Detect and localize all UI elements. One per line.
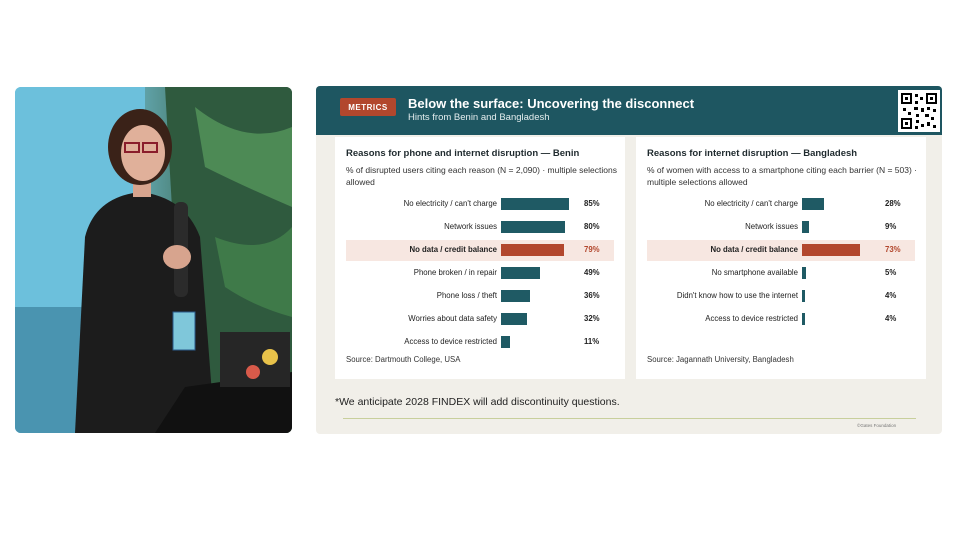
benin-bar-value: 85% (584, 199, 600, 208)
benin-bar-label: No data / credit balance (409, 245, 497, 254)
bangladesh-bar-label: No electricity / can't charge (704, 199, 798, 208)
slide-footnote: *We anticipate 2028 FINDEX will add discontinuity questions. (335, 396, 620, 408)
bangladesh-bar-row (647, 194, 915, 215)
benin-bar-row (346, 263, 614, 284)
benin-bar (501, 267, 540, 279)
bangladesh-bar (802, 313, 805, 325)
benin-bar-label: Worries about data safety (408, 314, 497, 323)
bangladesh-bar-label: Access to device restricted (705, 314, 798, 323)
bangladesh-chart-title: Reasons for internet disruption — Bangladesh (647, 148, 858, 159)
bangladesh-bar-value: 73% (885, 245, 901, 254)
benin-bar (501, 313, 527, 325)
benin-bar-value: 36% (584, 291, 600, 300)
benin-bar-label: Network issues (444, 222, 497, 231)
benin-chart-source: Source: Dartmouth College, USA (346, 355, 461, 364)
benin-bar-value: 11% (584, 337, 600, 346)
benin-bar (501, 244, 564, 256)
speaker-photo (15, 87, 292, 433)
slide-credit: ©Gates Foundation (857, 423, 897, 428)
bangladesh-bar-row (647, 286, 915, 307)
benin-bar-row (346, 286, 614, 307)
benin-chart-subtitle: % of disrupted users citing each reason (N = 2,090) · multiple selections allowed (346, 165, 617, 187)
bangladesh-bar-label: No data / credit balance (710, 245, 798, 254)
bangladesh-bar (802, 290, 805, 302)
benin-bar-row (346, 309, 614, 330)
bangladesh-bar-value: 4% (885, 314, 897, 323)
bangladesh-bar-value: 4% (885, 291, 897, 300)
benin-bar-label: Access to device restricted (404, 337, 497, 346)
bangladesh-bar-label: Didn't know how to use the internet (676, 291, 798, 300)
presentation-slide (316, 86, 942, 434)
benin-bar-value: 49% (584, 268, 600, 277)
bangladesh-bar-label: Network issues (745, 222, 798, 231)
benin-bar-value: 79% (584, 245, 600, 254)
benin-bar-value: 32% (584, 314, 600, 323)
bangladesh-chart-subtitle: % of women with access to a smartphone citing each barrier (N = 503) · multiple selections allowed (647, 165, 917, 187)
bangladesh-bar-value: 5% (885, 268, 897, 277)
benin-bar-label: No electricity / can't charge (403, 199, 497, 208)
benin-bar (501, 336, 510, 348)
benin-bar (501, 221, 565, 233)
benin-bar (501, 290, 530, 302)
benin-bar-value: 80% (584, 222, 600, 231)
bangladesh-bar (802, 198, 824, 210)
slide-subtitle: Hints from Benin and Bangladesh (408, 112, 550, 123)
bangladesh-bar-row (647, 217, 915, 238)
qr-code (898, 90, 940, 132)
benin-bar-row (346, 240, 614, 261)
bangladesh-bar-label: No smartphone available (711, 268, 798, 277)
bangladesh-bar-row (647, 309, 915, 330)
metrics-badge: METRICS (340, 98, 396, 116)
speaker-video (15, 87, 292, 433)
slide-header (316, 86, 942, 135)
benin-bar-row (346, 217, 614, 238)
benin-bar (501, 198, 569, 210)
benin-bar-row (346, 194, 614, 215)
bangladesh-bar (802, 221, 809, 233)
benin-bar-row (346, 332, 614, 353)
bangladesh-bar (802, 267, 806, 279)
footer-divider (343, 418, 916, 419)
bangladesh-bar-row (647, 263, 915, 284)
bangladesh-bar (802, 244, 860, 256)
bangladesh-bar-value: 9% (885, 222, 897, 231)
slide-title: Below the surface: Uncovering the disconnect (408, 96, 695, 111)
benin-bar-label: Phone loss / theft (436, 291, 497, 300)
bangladesh-bar-value: 28% (885, 199, 901, 208)
benin-bar-label: Phone broken / in repair (413, 268, 497, 277)
bangladesh-chart-source: Source: Jagannath University, Bangladesh (647, 355, 794, 364)
benin-chart-title: Reasons for phone and internet disruption — Benin (346, 148, 580, 159)
benin-chart-panel (335, 137, 625, 379)
bangladesh-chart-panel (636, 137, 926, 379)
bangladesh-bar-row (647, 240, 915, 261)
